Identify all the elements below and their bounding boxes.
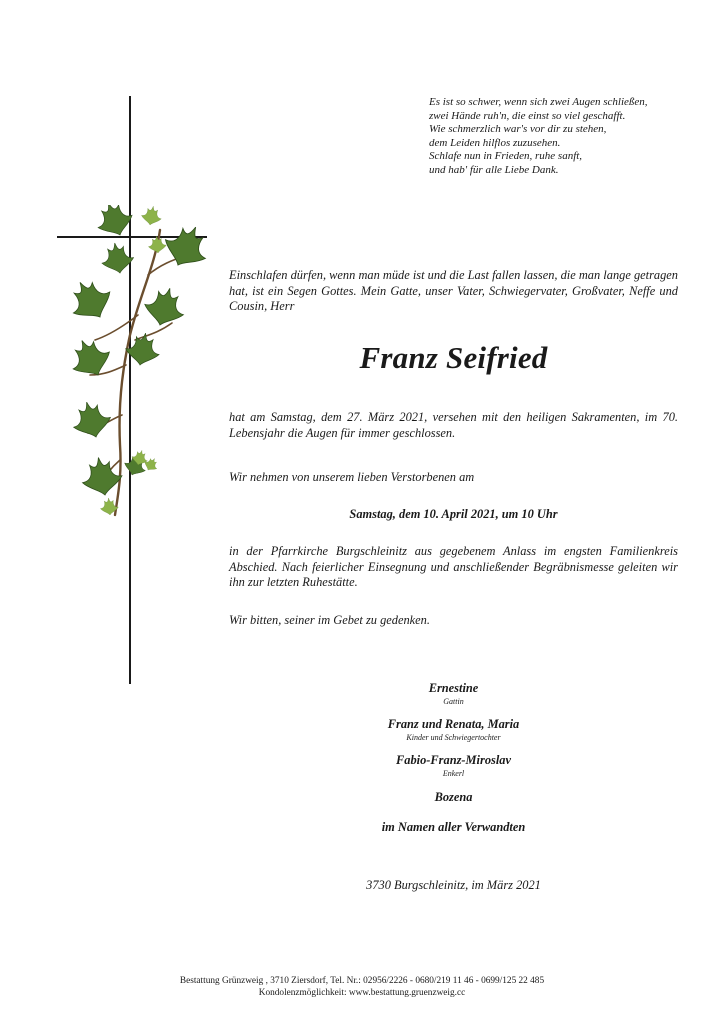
intro-text: Einschlafen dürfen, wenn man müde ist und die Last fallen lassen, die man lange getragen hat, ist ein Segen Gottes. Mein Gatte, unser Vater, Schwiegervater, Großvater, Neffe und Cousin, Herr [229,268,678,314]
ceremony-text: in der Pfarrkirche Burgschleinitz aus gegebenem Anlass im engsten Familienkreis Abschied. Nach feierlicher Einsegnung und anschließender Begräbnismesse geleiten wir ihn zur letzten Ruhestätte. [229,544,678,590]
death-notice-text: hat am Samstag, dem 27. März 2021, versehen mit den heiligen Sakramenten, im 70. Lebensjahr die Augen für immer geschlossen. [229,410,678,440]
poem-line: Wie schmerzlich war's vor dir zu stehen, [429,123,607,136]
mourner-relation: Enkerl [442,769,465,778]
poem-line: und hab' für alle Liebe Dank. [429,163,559,176]
mourner-entry [229,753,678,778]
mourner-relation: Kinder und Schwiegertochter [406,733,501,742]
mourner-entry [229,717,678,742]
funeral-home-contact: Bestattung Grünzweig , 3710 Ziersdorf, Tel. Nr.: 02956/2226 - 0680/219 11 46 - 0699/125 22 485 [179,976,545,986]
poem-line: zwei Hände ruh'n, die einst so viel geschafft. [429,109,626,122]
poem [429,96,699,178]
condolence-link: Kondolenzmöglichkeit: www.bestattung.gruenzweig.cc [258,988,466,998]
prayer-request: Wir bitten, seiner im Gebet zu gedenken. [229,613,430,627]
mourner-name: Bozena [434,790,473,804]
poem-line: dem Leiden hilflos zuzusehen. [429,136,561,149]
mourner-name: Franz und Renata, Maria [387,717,520,731]
closing-line: im Namen aller Verwandten [381,820,526,834]
funeral-date: Samstag, dem 10. April 2021, um 10 Uhr [349,507,558,521]
deceased-name: Franz Seifried [359,340,548,375]
mourner-name: Ernestine [428,681,479,695]
mourner-name: Fabio-Franz-Miroslav [396,753,511,767]
place-date: 3730 Burgschleinitz, im März 2021 [366,878,541,892]
poem-line: Schlafe nun in Frieden, ruhe sanft, [429,150,583,163]
poem-line: Es ist so schwer, wenn sich zwei Augen schließen, [429,96,648,108]
farewell-intro: Wir nehmen von unserem lieben Verstorbenen am [229,470,475,484]
mourner-entry [229,790,678,805]
footer [0,975,724,999]
ivy-icon [60,205,210,525]
mourner-relation: Gattin [443,697,464,706]
mourner-entry [229,681,678,706]
